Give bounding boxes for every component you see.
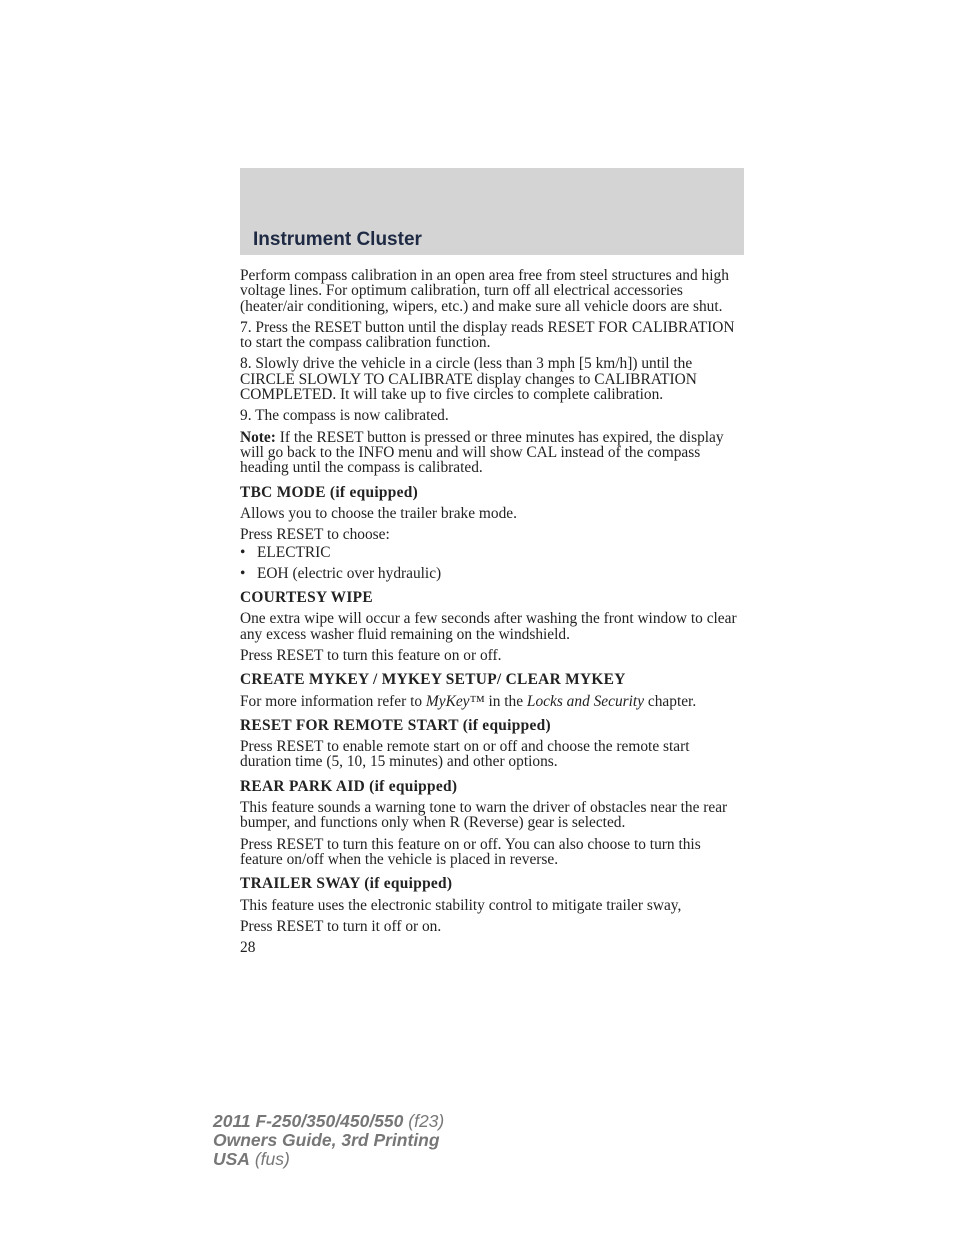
- mykey-text-a: For more information refer to: [240, 692, 426, 710]
- footer-line-1: [213, 1112, 444, 1131]
- heading-tbc-mode: TBC MODE (if equipped): [240, 483, 419, 501]
- paragraph-step-7: 7. Press the RESET button until the display reads RESET FOR CALIBRATION to start the compass calibration function.: [240, 318, 735, 352]
- section-title: Instrument Cluster: [253, 229, 422, 250]
- paragraph-sway-1: This feature uses the electronic stability control to mitigate trailer sway,: [240, 896, 682, 914]
- paragraph-tbc-2: Press RESET to choose:: [240, 526, 390, 544]
- heading-trailer-sway: TRAILER SWAY (if equipped): [240, 875, 453, 893]
- paragraph-courtesy-2: Press RESET to turn this feature on or off.: [240, 646, 502, 664]
- document-footer: [213, 1112, 444, 1169]
- page-content: [240, 268, 744, 955]
- footer-line-2: [213, 1131, 444, 1150]
- note-text: If the RESET button is pressed or three minutes has expired, the display will go back to the INFO menu and will show CAL instead of the compass heading until the compass is calibrated.: [240, 428, 724, 477]
- heading-courtesy-wipe: COURTESY WIPE: [240, 589, 373, 607]
- note-label: Note:: [240, 428, 276, 446]
- paragraph-remote-start: Press RESET to enable remote start on or off and choose the remote start duration time (5, 10, 15 minutes) and other options.: [240, 738, 690, 771]
- paragraph-tbc-1: Allows you to choose the trailer brake mode.: [240, 504, 517, 522]
- list-item-text: ELECTRIC: [257, 544, 331, 562]
- bullet-icon: •: [240, 544, 246, 562]
- paragraph-mykey: [240, 694, 744, 709]
- mykey-text-e: chapter.: [644, 692, 697, 710]
- footer-model: 2011 F-250/350/450/550: [213, 1111, 404, 1131]
- paragraph-calibration-intro: Perform compass calibration in an open area free from steel structures and high voltage lines. For optimum calibration, turn off all electrical accessories (heater/air conditioning, wipers, etc.) and make sure all vehicle doors are shut.: [240, 267, 729, 315]
- paragraph-sway-2: Press RESET to turn it off or on.: [240, 917, 442, 935]
- footer-model-code: (f23): [403, 1111, 445, 1131]
- footer-guide: Owners Guide, 3rd Printing: [213, 1130, 440, 1150]
- paragraph-park-1: This feature sounds a warning tone to warn the driver of obstacles near the rear bumper, and functions only when R (Reverse) gear is selected.: [240, 799, 728, 832]
- paragraph-park-2: Press RESET to turn this feature on or off. You can also choose to turn this feature on/off when the vehicle is placed in reverse.: [240, 835, 701, 868]
- page-number: 28: [240, 939, 256, 957]
- section-header-band: [240, 168, 744, 255]
- locks-security-reference: Locks and Security: [526, 692, 645, 710]
- footer-market-code: (fus): [249, 1149, 290, 1169]
- mykey-text-c: in the: [484, 692, 527, 710]
- paragraph-courtesy-1: One extra wipe will occur a few seconds after washing the front window to clear any excess washer fluid remaining on the windshield.: [240, 610, 737, 643]
- paragraph-note: [240, 430, 744, 476]
- paragraph-step-8: 8. Slowly drive the vehicle in a circle (less than 3 mph [5 km/h]) until the CIRCLE SLOWLY TO CALIBRATE display changes to CALIBRATION COMPLETED. It will take up to five circles to complete calibration.: [240, 355, 697, 404]
- heading-mykey: CREATE MYKEY / MYKEY SETUP/ CLEAR MYKEY: [240, 671, 626, 689]
- paragraph-step-9: 9. The compass is now calibrated.: [240, 407, 449, 425]
- list-item-text: EOH (electric over hydraulic): [257, 564, 442, 582]
- footer-line-3: [213, 1150, 444, 1169]
- heading-rear-park-aid: REAR PARK AID (if equipped): [240, 777, 458, 795]
- list-item: [240, 566, 744, 581]
- heading-remote-start: RESET FOR REMOTE START (if equipped): [240, 716, 551, 734]
- list-item: [240, 545, 744, 560]
- bullet-icon: •: [240, 564, 246, 582]
- footer-market: USA: [213, 1149, 250, 1169]
- mykey-reference: MyKey™: [425, 692, 485, 710]
